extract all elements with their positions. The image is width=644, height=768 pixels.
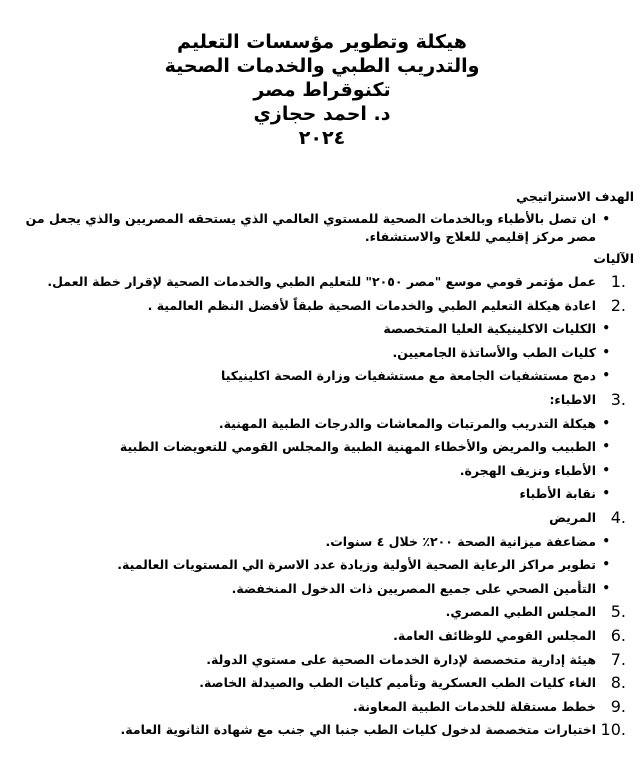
bullet-marker: • [602, 415, 610, 430]
item-text: تطوير مراكز الرعاية الصحية الأولية وزيادة عدد الاسرة الي المستويات العالمية. [117, 557, 596, 573]
mechanisms-list [24, 270, 634, 742]
mechanisms-heading: الآليات [593, 251, 634, 266]
bullet-item [24, 577, 634, 601]
bullet-item [24, 482, 634, 506]
title-line-1: هيكلة وتطوير مؤسسات التعليم [177, 31, 467, 53]
bullet-marker: • [602, 462, 610, 477]
item-number: 1. [610, 272, 626, 291]
item-text: هيكلة التدريب والمرتبات والمعاشات والدرجات الطبية المهنية. [218, 415, 596, 431]
item-text: اختبارات متخصصة لدخول كليات الطب جنبا الي جنب مع شهادة الثانوية العامة. [120, 722, 596, 738]
item-text: دمج مستشفيات الجامعة مع مستشفيات وزارة الصحة اكلينيكيا [221, 368, 596, 384]
bullet-item [24, 530, 634, 554]
item-text: الاطباء: [549, 391, 596, 407]
item-number: 10. [600, 720, 626, 740]
title-line-3: تكنوقراط مصر [253, 79, 391, 101]
bullet-item [24, 459, 634, 483]
item-number: 5. [610, 602, 626, 622]
item-number: 3. [610, 389, 626, 409]
year: ٢٠٢٤ [298, 127, 346, 149]
item-text: هيئة إدارية متخصصة لإدارة الخدمات الصحية على مستوي الدولة. [206, 651, 596, 667]
item-text: المجلس الطبي المصري. [445, 604, 596, 620]
author-name: د. احمد حجازي [253, 103, 391, 125]
bullet-item [24, 435, 634, 459]
item-text: الغاء كليات الطب العسكرية وتأميم كليات الطب والصيدلة الخاصة. [199, 675, 596, 691]
numbered-item [24, 718, 634, 742]
goal-heading: الهدف الاستراتيجي [516, 189, 634, 204]
title-block [0, 30, 644, 150]
item-number: 4. [610, 507, 626, 527]
bullet-item [24, 317, 634, 341]
numbered-item [24, 294, 634, 318]
bullet-item [24, 412, 634, 436]
title-line-2: والتدريب الطبي والخدمات الصحية [164, 55, 480, 77]
bullet-marker: • [602, 368, 610, 383]
item-text: التأمين الصحي على جميع المصريين ذات الدخول المنخفضة. [231, 580, 596, 596]
numbered-item [24, 506, 634, 530]
item-number: 2. [610, 295, 626, 315]
item-text: كليات الطب والأساتذة الجامعيين. [392, 344, 596, 360]
bullet-marker: • [602, 557, 610, 572]
numbered-item [24, 388, 634, 412]
numbered-item [24, 695, 634, 719]
item-text: الطبيب والمريض والأخطاء المهنية الطبية والمجلس القومي للتعويضات الطبية [119, 439, 596, 455]
bullet-item [24, 364, 634, 388]
item-text: مضاعفة ميزانية الصحة ٢٠٠٪ خلال ٤ سنوات. [325, 533, 596, 549]
numbered-item [24, 270, 634, 294]
item-number: 8. [610, 673, 626, 693]
item-text: الأطباء ونزيف الهجرة. [459, 462, 596, 478]
bullet-marker: • [602, 580, 610, 595]
bullet-marker: • [602, 533, 610, 548]
document-body [24, 186, 634, 742]
item-text: المجلس القومي للوظائف العامة. [393, 627, 596, 643]
item-text: خطط مستقلة للخدمات الطبية المعاونة. [352, 698, 596, 714]
item-text: عمل مؤتمر قومي موسع "مصر ٢٠٥٠" للتعليم الطبي والخدمات الصحية لإقرار خطة العمل. [47, 274, 596, 289]
bullet-item [24, 341, 634, 365]
bullet-marker: • [602, 486, 610, 501]
bullet-marker: • [602, 439, 610, 454]
numbered-item [24, 624, 634, 648]
goal-text: ان تصل بالأطباء وبالخدمات الصحية للمستوي العالمي الذي يستحقه المصريين والذي يجعل من مصر مركز إقليمي للعلاج والاستشفاء. [25, 211, 596, 244]
item-text: نقابة الأطباء [519, 486, 596, 502]
item-text: الكليات الاكلينيكية العليا المتخصصة [383, 321, 596, 337]
bullet-marker: • [602, 321, 610, 336]
item-text: المريض [549, 509, 596, 525]
goal-item [24, 208, 634, 248]
item-number: 7. [610, 649, 626, 669]
numbered-item [24, 600, 634, 624]
bullet-item [24, 553, 634, 577]
numbered-item [24, 648, 634, 672]
item-text: اعادة هيكلة التعليم الطبي والخدمات الصحية طبقاً لأفضل النظم العالمية . [147, 297, 596, 313]
bullet-marker: • [602, 212, 610, 226]
numbered-item [24, 671, 634, 695]
bullet-marker: • [602, 344, 610, 359]
item-number: 6. [610, 625, 626, 645]
item-number: 9. [610, 696, 626, 716]
